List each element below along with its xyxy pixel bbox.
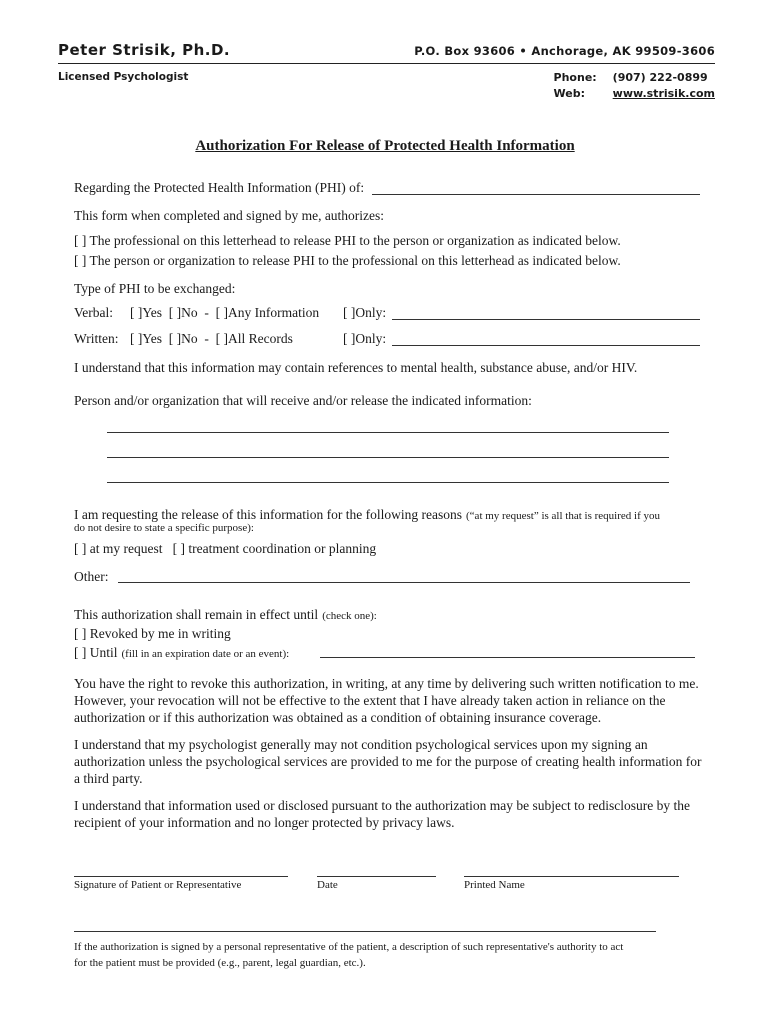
redisclosure-paragraph: I understand that information used or disclosed pursuant to the authorization may be subject to redisclosure by the recipient of your information and no longer protected by privacy laws. — [74, 798, 690, 830]
verbal-only-field[interactable] — [392, 319, 700, 320]
verbal-label: Verbal: — [74, 305, 113, 320]
signature-label: Signature of Patient or Representative — [74, 879, 242, 891]
reason-options[interactable]: [ ] at my request [ ] treatment coordination or planning — [74, 541, 377, 556]
date-field[interactable] — [317, 876, 436, 877]
written-only-field[interactable] — [392, 345, 700, 346]
reasons-note-cont: do not desire to state a specific purpose): — [74, 522, 254, 534]
letterhead-contact — [554, 70, 715, 102]
other-label: Other: — [74, 569, 109, 584]
option-organization-release[interactable]: [ ] The person or organization to release PHI to the professional on this letterhead as indicated below. — [74, 253, 621, 268]
revoke-paragraph: You have the right to revoke this authorization, in writing, at any time by delivering such written notification to me. However, your revocation will not be effective to the extent that I have already taken action in reliance on the authorization or if this authorization was obtained as a condition of obtaining insurance coverage. — [74, 676, 699, 725]
recipient-label: Person and/or organization that will receive and/or release the indicated information: — [74, 393, 532, 408]
representative-authority-field[interactable] — [74, 931, 656, 932]
authorizes-label: This form when completed and signed by me, authorizes: — [74, 208, 385, 223]
printed-name-field[interactable] — [464, 876, 679, 877]
reasons-note: (“at my request” is all that is required if you — [466, 510, 660, 522]
written-label: Written: — [74, 331, 119, 346]
until-option[interactable] — [74, 644, 289, 662]
regarding-field[interactable] — [372, 194, 700, 195]
web-link[interactable]: www.strisik.com — [612, 87, 715, 100]
written-only-checkbox[interactable]: [ ]Only: — [343, 331, 387, 346]
signature-field[interactable] — [74, 876, 288, 877]
letterhead-divider — [58, 63, 715, 64]
letterhead-name: Peter Strisik, Ph.D. — [58, 41, 231, 59]
recipient-field-1[interactable] — [107, 432, 669, 433]
form-title: Authorization For Release of Protected Health Information — [195, 138, 575, 154]
until-checkbox[interactable]: [ ] Until — [74, 645, 118, 660]
other-field[interactable] — [118, 582, 690, 583]
printed-name-label: Printed Name — [464, 879, 525, 891]
recipient-field-3[interactable] — [107, 482, 669, 483]
regarding-label: Regarding the Protected Health Information (PHI) of: — [74, 180, 365, 195]
until-field[interactable] — [320, 657, 695, 658]
effect-note: (check one): — [322, 610, 377, 622]
sensitive-info-statement: I understand that this information may contain references to mental health, substance abuse, and/or HIV. — [74, 360, 638, 375]
effect-label — [74, 606, 377, 624]
recipient-field-2[interactable] — [107, 457, 669, 458]
written-choices[interactable]: [ ]Yes [ ]No - [ ]All Records — [130, 331, 293, 346]
effect-main: This authorization shall remain in effect until — [74, 607, 319, 622]
phone-label: Phone: — [553, 71, 597, 84]
web-label: Web: — [553, 87, 586, 100]
condition-paragraph: I understand that my psychologist generally may not condition psychological services upon my signing an authorization unless the psychological services are provided to me for the purpose of creating health information for a third party. — [74, 737, 702, 786]
letterhead-address: P.O. Box 93606 • Anchorage, AK 99509-3606 — [414, 44, 715, 58]
phone-value: (907) 222-0899 — [612, 71, 708, 84]
verbal-choices[interactable]: [ ]Yes [ ]No - [ ]Any Information — [130, 305, 320, 320]
phi-type-label: Type of PHI to be exchanged: — [74, 281, 236, 296]
footer-note-line1: If the authorization is signed by a personal representative of the patient, a description of such representative's authority to act — [74, 941, 624, 953]
revoked-option[interactable]: [ ] Revoked by me in writing — [74, 626, 231, 641]
reasons-main: I am requesting the release of this information for the following reasons — [74, 507, 463, 522]
until-note: (fill in an expiration date or an event): — [121, 648, 290, 660]
option-professional-release[interactable]: [ ] The professional on this letterhead to release PHI to the person or organization as indicated below. — [74, 233, 621, 248]
footer-note-line2: for the patient must be provided (e.g., parent, legal guardian, etc.). — [74, 957, 366, 969]
date-label: Date — [317, 879, 338, 891]
verbal-only-checkbox[interactable]: [ ]Only: — [343, 305, 387, 320]
letterhead-subtitle: Licensed Psychologist — [58, 71, 189, 83]
